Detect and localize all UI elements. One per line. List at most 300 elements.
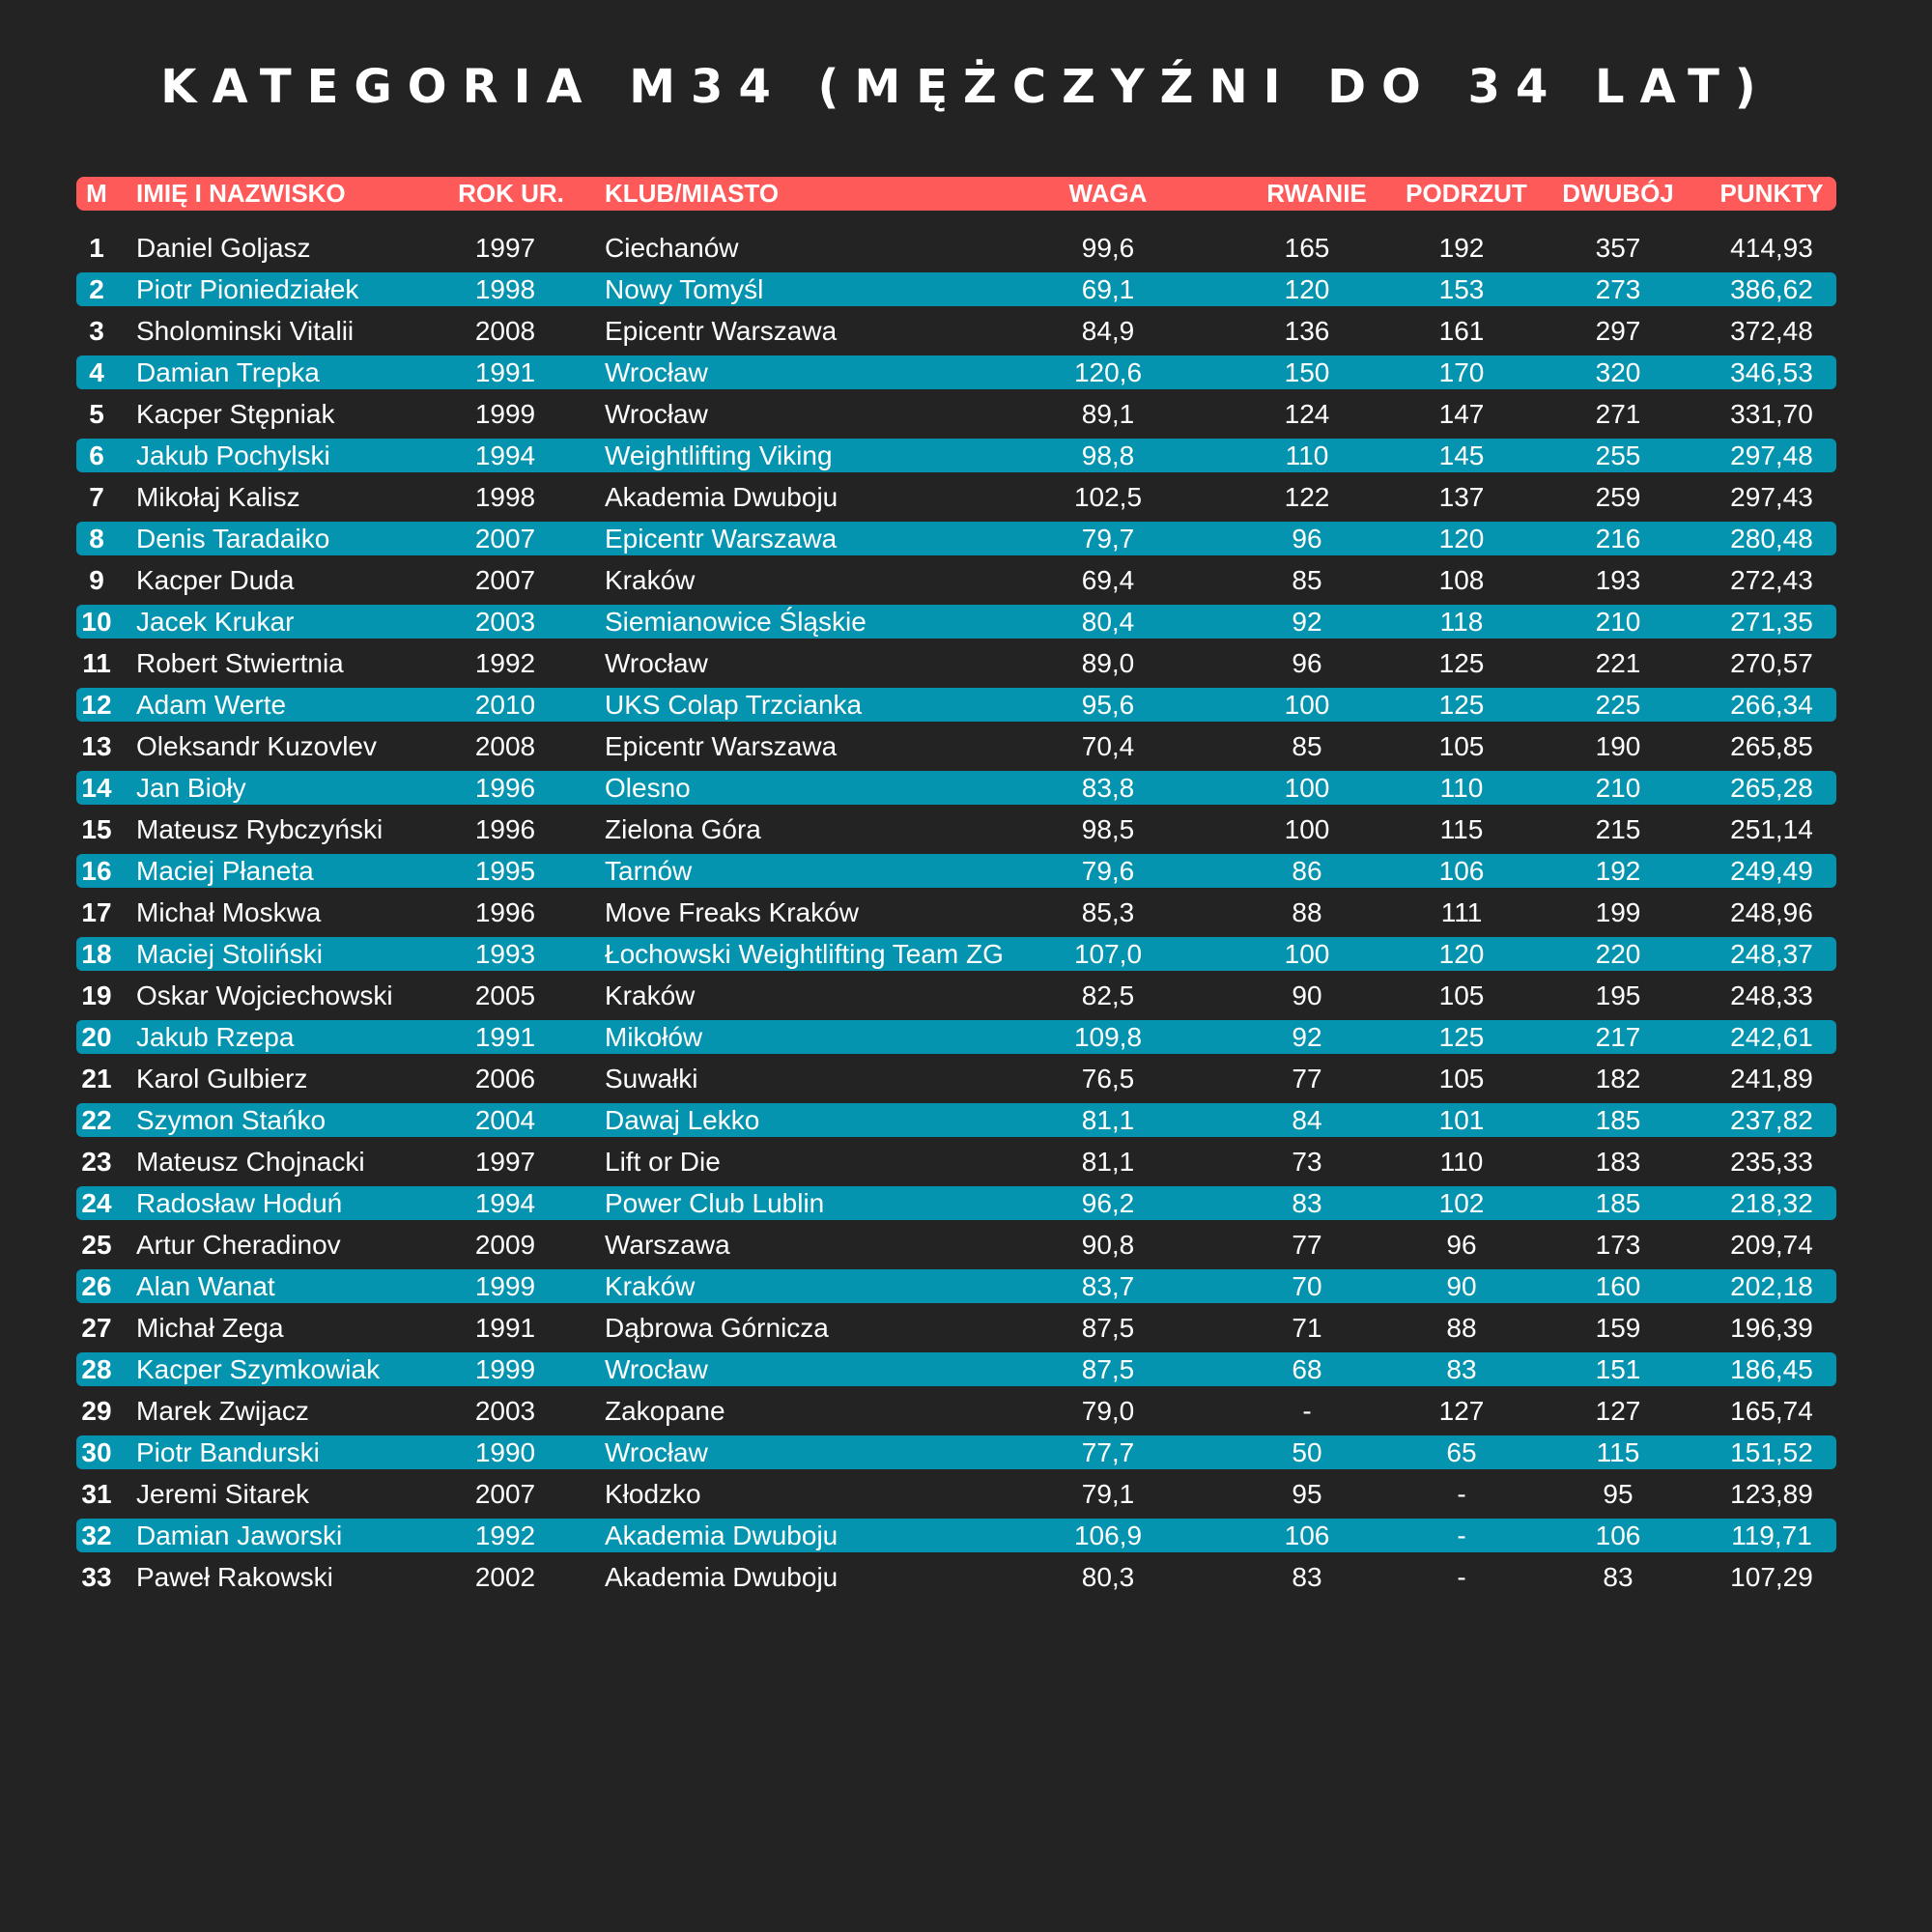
cell-snatch: 73 bbox=[1292, 1147, 1322, 1177]
cell-snatch: 124 bbox=[1284, 399, 1330, 429]
cell-snatch: 83 bbox=[1292, 1188, 1322, 1218]
table-row bbox=[76, 1186, 1836, 1220]
table-row bbox=[76, 979, 1836, 1012]
cell-clean-jerk: - bbox=[1457, 1562, 1466, 1592]
cell-place: 16 bbox=[81, 856, 112, 886]
cell-snatch: 165 bbox=[1284, 233, 1330, 263]
table-row bbox=[76, 397, 1836, 431]
cell-clean-jerk: 110 bbox=[1439, 773, 1484, 803]
cell-points: 241,89 bbox=[1730, 1064, 1813, 1094]
cell-total: 273 bbox=[1595, 274, 1641, 304]
cell-place: 6 bbox=[89, 440, 104, 470]
cell-points: 151,52 bbox=[1730, 1437, 1813, 1467]
cell-name: Paweł Rakowski bbox=[136, 1562, 333, 1592]
cell-clean-jerk: 90 bbox=[1446, 1271, 1477, 1301]
cell-points: 237,82 bbox=[1730, 1105, 1813, 1135]
cell-snatch: 84 bbox=[1292, 1105, 1322, 1135]
cell-club: Weightlifting Viking bbox=[605, 440, 833, 470]
cell-total: 255 bbox=[1595, 440, 1641, 470]
cell-clean-jerk: 65 bbox=[1446, 1437, 1477, 1467]
cell-name: Robert Stwiertnia bbox=[136, 648, 344, 678]
cell-place: 30 bbox=[81, 1437, 112, 1467]
cell-total: 297 bbox=[1595, 316, 1641, 346]
cell-weight: 102,5 bbox=[1073, 482, 1143, 512]
cell-place: 2 bbox=[89, 274, 104, 304]
cell-club: Zakopane bbox=[605, 1396, 725, 1426]
cell-snatch: 68 bbox=[1292, 1354, 1322, 1384]
cell-total: 115 bbox=[1596, 1437, 1640, 1467]
cell-name: Daniel Goljasz bbox=[136, 233, 311, 263]
cell-points: 248,33 bbox=[1730, 980, 1813, 1010]
cell-weight: 79,1 bbox=[1081, 1479, 1135, 1509]
cell-place: 9 bbox=[89, 565, 104, 595]
cell-points: 249,49 bbox=[1730, 856, 1813, 886]
cell-name: Maciej Stoliński bbox=[136, 939, 323, 969]
cell-snatch: 100 bbox=[1284, 939, 1330, 969]
cell-name: Oskar Wojciechowski bbox=[136, 980, 393, 1010]
cell-total: 199 bbox=[1595, 897, 1641, 927]
cell-snatch: 95 bbox=[1292, 1479, 1322, 1509]
table-row bbox=[76, 1435, 1836, 1469]
cell-name: Radosław Hoduń bbox=[136, 1188, 343, 1218]
cell-clean-jerk: 118 bbox=[1439, 607, 1484, 637]
cell-name: Michał Moskwa bbox=[136, 897, 322, 927]
cell-snatch: 90 bbox=[1292, 980, 1322, 1010]
cell-weight: 83,8 bbox=[1081, 773, 1135, 803]
cell-weight: 109,8 bbox=[1073, 1022, 1143, 1052]
cell-year: 1990 bbox=[474, 1437, 536, 1467]
cell-snatch: 77 bbox=[1292, 1230, 1322, 1260]
cell-snatch: 122 bbox=[1284, 482, 1330, 512]
cell-weight: 77,7 bbox=[1081, 1437, 1135, 1467]
cell-place: 17 bbox=[81, 897, 112, 927]
cell-year: 2008 bbox=[474, 731, 536, 761]
cell-points: 119,71 bbox=[1731, 1520, 1812, 1550]
cell-snatch: 96 bbox=[1292, 524, 1322, 554]
table-row bbox=[76, 1269, 1836, 1303]
cell-total: 83 bbox=[1603, 1562, 1634, 1592]
cell-weight: 79,7 bbox=[1081, 524, 1135, 554]
cell-points: 346,53 bbox=[1730, 357, 1813, 387]
table-row bbox=[76, 1228, 1836, 1262]
cell-club: Epicentr Warszawa bbox=[605, 731, 838, 761]
cell-club: Zielona Góra bbox=[605, 814, 761, 844]
cell-place: 12 bbox=[81, 690, 112, 720]
cell-clean-jerk: 127 bbox=[1438, 1396, 1485, 1426]
cell-name: Piotr Bandurski bbox=[136, 1437, 320, 1467]
cell-snatch: 92 bbox=[1292, 1022, 1322, 1052]
cell-weight: 84,9 bbox=[1081, 316, 1135, 346]
cell-weight: 90,8 bbox=[1081, 1230, 1135, 1260]
cell-snatch: 70 bbox=[1292, 1271, 1322, 1301]
cell-total: 357 bbox=[1595, 233, 1641, 263]
cell-clean-jerk: 125 bbox=[1438, 648, 1485, 678]
cell-clean-jerk: 105 bbox=[1438, 731, 1485, 761]
cell-place: 5 bbox=[89, 399, 104, 429]
cell-year: 1992 bbox=[474, 1520, 536, 1550]
cell-clean-jerk: 170 bbox=[1438, 357, 1485, 387]
cell-name: Jakub Pochylski bbox=[136, 440, 330, 470]
cell-weight: 79,6 bbox=[1081, 856, 1135, 886]
cell-weight: 80,4 bbox=[1081, 607, 1135, 637]
cell-snatch: - bbox=[1302, 1396, 1312, 1426]
cell-name: Artur Cheradinov bbox=[136, 1230, 341, 1260]
cell-points: 414,93 bbox=[1730, 233, 1813, 263]
cell-place: 3 bbox=[89, 316, 104, 346]
cell-clean-jerk: 120 bbox=[1438, 939, 1485, 969]
cell-weight: 87,5 bbox=[1081, 1354, 1135, 1384]
cell-clean-jerk: 106 bbox=[1438, 856, 1485, 886]
cell-total: 215 bbox=[1595, 814, 1641, 844]
cell-snatch: 96 bbox=[1292, 648, 1322, 678]
cell-year: 1996 bbox=[474, 773, 536, 803]
cell-year: 2010 bbox=[474, 690, 536, 720]
cell-name: Maciej Płaneta bbox=[136, 856, 314, 886]
cell-snatch: 150 bbox=[1284, 357, 1330, 387]
table-row bbox=[76, 1103, 1836, 1137]
cell-weight: 99,6 bbox=[1081, 233, 1135, 263]
cell-year: 1998 bbox=[474, 482, 536, 512]
cell-place: 33 bbox=[81, 1562, 112, 1592]
cell-year: 1998 bbox=[474, 274, 536, 304]
cell-year: 2009 bbox=[474, 1230, 536, 1260]
cell-points: 165,74 bbox=[1730, 1396, 1813, 1426]
cell-name: Michał Zega bbox=[136, 1313, 284, 1343]
table-row bbox=[76, 605, 1836, 639]
table-row bbox=[76, 1477, 1836, 1511]
table-row bbox=[76, 1519, 1836, 1552]
cell-name: Kacper Duda bbox=[136, 565, 295, 595]
cell-club: Ciechanów bbox=[605, 233, 739, 263]
cell-points: 202,18 bbox=[1730, 1271, 1813, 1301]
page-title: KATEGORIA M34 (MĘŻCZYŹNI DO 34 LAT) bbox=[160, 60, 1772, 114]
table-row bbox=[76, 314, 1836, 348]
cell-points: 386,62 bbox=[1730, 274, 1813, 304]
cell-total: 271 bbox=[1595, 399, 1641, 429]
cell-clean-jerk: 83 bbox=[1446, 1354, 1477, 1384]
cell-place: 8 bbox=[89, 524, 104, 554]
cell-club: Akademia Dwuboju bbox=[605, 1520, 838, 1550]
table-header bbox=[76, 177, 1836, 211]
cell-points: 271,35 bbox=[1730, 607, 1813, 637]
cell-year: 2005 bbox=[474, 980, 536, 1010]
cell-total: 183 bbox=[1595, 1147, 1641, 1177]
cell-snatch: 83 bbox=[1292, 1562, 1322, 1592]
cell-name: Karol Gulbierz bbox=[136, 1064, 308, 1094]
cell-place: 24 bbox=[81, 1188, 112, 1218]
cell-points: 242,61 bbox=[1730, 1022, 1813, 1052]
cell-name: Adam Werte bbox=[136, 690, 287, 720]
table-row bbox=[76, 895, 1836, 929]
cell-snatch: 110 bbox=[1285, 440, 1329, 470]
cell-points: 266,34 bbox=[1730, 690, 1813, 720]
table-row bbox=[76, 563, 1836, 597]
cell-club: Wrocław bbox=[605, 1437, 708, 1467]
cell-weight: 79,0 bbox=[1081, 1396, 1135, 1426]
cell-club: Kraków bbox=[605, 980, 696, 1010]
cell-club: Mikołów bbox=[605, 1022, 703, 1052]
table-row bbox=[76, 1062, 1836, 1095]
cell-total: 160 bbox=[1595, 1271, 1641, 1301]
cell-points: 280,48 bbox=[1730, 524, 1813, 554]
cell-points: 248,96 bbox=[1730, 897, 1813, 927]
cell-name: Damian Jaworski bbox=[136, 1520, 343, 1550]
cell-club: Tarnów bbox=[605, 856, 693, 886]
cell-club: Epicentr Warszawa bbox=[605, 524, 838, 554]
cell-clean-jerk: 111 bbox=[1440, 897, 1483, 927]
cell-place: 25 bbox=[81, 1230, 112, 1260]
cell-snatch: 106 bbox=[1284, 1520, 1330, 1550]
table-row bbox=[76, 522, 1836, 555]
cell-place: 31 bbox=[81, 1479, 112, 1509]
header-snatch: RWANIE bbox=[1266, 179, 1367, 208]
cell-year: 1999 bbox=[474, 1354, 536, 1384]
cell-club: Siemianowice Śląskie bbox=[605, 607, 867, 637]
cell-name: Jan Bioły bbox=[136, 773, 246, 803]
cell-place: 28 bbox=[81, 1354, 112, 1384]
cell-place: 20 bbox=[81, 1022, 112, 1052]
header-year: ROK UR. bbox=[458, 179, 564, 208]
cell-snatch: 120 bbox=[1284, 274, 1330, 304]
header-club: KLUB/MIASTO bbox=[605, 179, 780, 208]
cell-club: Wrocław bbox=[605, 648, 708, 678]
cell-weight: 69,4 bbox=[1081, 565, 1135, 595]
cell-snatch: 71 bbox=[1292, 1313, 1322, 1343]
cell-club: Nowy Tomyśl bbox=[605, 274, 764, 304]
cell-clean-jerk: 88 bbox=[1446, 1313, 1477, 1343]
cell-name: Oleksandr Kuzovlev bbox=[136, 731, 378, 761]
cell-total: 185 bbox=[1595, 1188, 1641, 1218]
cell-weight: 98,5 bbox=[1081, 814, 1135, 844]
cell-weight: 106,9 bbox=[1073, 1520, 1143, 1550]
cell-weight: 81,1 bbox=[1081, 1147, 1135, 1177]
cell-place: 32 bbox=[81, 1520, 112, 1550]
cell-snatch: 86 bbox=[1292, 856, 1322, 886]
cell-name: Sholominski Vitalii bbox=[136, 316, 355, 346]
cell-points: 107,29 bbox=[1730, 1562, 1813, 1592]
table-row bbox=[76, 854, 1836, 888]
cell-club: Power Club Lublin bbox=[605, 1188, 825, 1218]
cell-year: 1999 bbox=[474, 1271, 536, 1301]
cell-club: Akademia Dwuboju bbox=[605, 1562, 838, 1592]
cell-total: 259 bbox=[1595, 482, 1641, 512]
table-row bbox=[76, 812, 1836, 846]
cell-points: 265,28 bbox=[1730, 773, 1813, 803]
table-row bbox=[76, 1020, 1836, 1054]
cell-year: 2007 bbox=[474, 524, 536, 554]
results-table bbox=[76, 177, 1836, 1602]
header-points: PUNKTY bbox=[1719, 179, 1824, 208]
cell-points: 235,33 bbox=[1730, 1147, 1813, 1177]
cell-place: 26 bbox=[81, 1271, 112, 1301]
cell-clean-jerk: - bbox=[1457, 1479, 1466, 1509]
cell-club: Kraków bbox=[605, 565, 696, 595]
cell-club: Olesno bbox=[605, 773, 691, 803]
table-row bbox=[76, 937, 1836, 971]
cell-points: 251,14 bbox=[1730, 814, 1813, 844]
cell-year: 1995 bbox=[474, 856, 536, 886]
cell-weight: 95,6 bbox=[1081, 690, 1135, 720]
cell-points: 372,48 bbox=[1730, 316, 1813, 346]
cell-weight: 89,0 bbox=[1081, 648, 1135, 678]
cell-name: Mateusz Rybczyński bbox=[136, 814, 384, 844]
cell-club: Move Freaks Kraków bbox=[605, 897, 859, 927]
cell-place: 23 bbox=[81, 1147, 112, 1177]
cell-total: 220 bbox=[1595, 939, 1641, 969]
cell-place: 18 bbox=[81, 939, 112, 969]
header-place: M bbox=[86, 179, 107, 208]
cell-year: 1991 bbox=[474, 357, 536, 387]
cell-points: 248,37 bbox=[1730, 939, 1813, 969]
cell-place: 19 bbox=[81, 980, 112, 1010]
cell-weight: 85,3 bbox=[1081, 897, 1135, 927]
cell-total: 173 bbox=[1595, 1230, 1641, 1260]
table-row bbox=[76, 1394, 1836, 1428]
cell-total: 320 bbox=[1595, 357, 1641, 387]
header-clean-jerk: PODRZUT bbox=[1406, 179, 1527, 208]
cell-clean-jerk: 102 bbox=[1438, 1188, 1485, 1218]
cell-name: Damian Trepka bbox=[136, 357, 320, 387]
cell-weight: 80,3 bbox=[1081, 1562, 1135, 1592]
cell-year: 1993 bbox=[474, 939, 536, 969]
cell-total: 151 bbox=[1595, 1354, 1641, 1384]
cell-snatch: 85 bbox=[1292, 731, 1322, 761]
cell-points: 272,43 bbox=[1730, 565, 1813, 595]
cell-points: 297,43 bbox=[1730, 482, 1813, 512]
cell-club: Łochowski Weightlifting Team ZG bbox=[605, 939, 1004, 969]
cell-weight: 76,5 bbox=[1081, 1064, 1135, 1094]
cell-clean-jerk: 125 bbox=[1438, 690, 1485, 720]
cell-place: 11 bbox=[82, 648, 111, 678]
cell-year: 1997 bbox=[474, 1147, 536, 1177]
cell-clean-jerk: 145 bbox=[1438, 440, 1485, 470]
cell-points: 123,89 bbox=[1730, 1479, 1813, 1509]
table-row bbox=[76, 272, 1836, 306]
cell-year: 2007 bbox=[474, 1479, 536, 1509]
cell-total: 210 bbox=[1595, 773, 1641, 803]
cell-points: 297,48 bbox=[1730, 440, 1813, 470]
cell-place: 22 bbox=[81, 1105, 112, 1135]
cell-name: Jakub Rzepa bbox=[136, 1022, 295, 1052]
cell-snatch: 50 bbox=[1292, 1437, 1322, 1467]
cell-clean-jerk: 105 bbox=[1438, 980, 1485, 1010]
cell-year: 2003 bbox=[474, 607, 536, 637]
cell-total: 195 bbox=[1595, 980, 1641, 1010]
cell-clean-jerk: 110 bbox=[1439, 1147, 1484, 1177]
cell-year: 2007 bbox=[474, 565, 536, 595]
cell-weight: 89,1 bbox=[1081, 399, 1135, 429]
cell-club: Warszawa bbox=[605, 1230, 730, 1260]
cell-place: 27 bbox=[81, 1313, 112, 1343]
cell-year: 1999 bbox=[474, 399, 536, 429]
table-row bbox=[76, 1311, 1836, 1345]
cell-name: Mikołaj Kalisz bbox=[136, 482, 300, 512]
cell-snatch: 100 bbox=[1284, 773, 1330, 803]
cell-name: Jeremi Sitarek bbox=[136, 1479, 309, 1509]
table-row bbox=[76, 646, 1836, 680]
cell-club: Dawaj Lekko bbox=[605, 1105, 760, 1135]
cell-year: 1991 bbox=[474, 1022, 536, 1052]
cell-total: 225 bbox=[1595, 690, 1641, 720]
cell-place: 1 bbox=[89, 233, 104, 263]
header-name: IMIĘ I NAZWISKO bbox=[136, 179, 346, 208]
cell-weight: 83,7 bbox=[1081, 1271, 1135, 1301]
cell-total: 221 bbox=[1595, 648, 1641, 678]
cell-place: 14 bbox=[81, 773, 112, 803]
cell-weight: 81,1 bbox=[1081, 1105, 1135, 1135]
table-row bbox=[76, 439, 1836, 472]
cell-place: 21 bbox=[81, 1064, 112, 1094]
table-row bbox=[76, 1145, 1836, 1179]
cell-clean-jerk: 120 bbox=[1438, 524, 1485, 554]
cell-snatch: 136 bbox=[1284, 316, 1330, 346]
cell-place: 10 bbox=[81, 607, 112, 637]
table-row bbox=[76, 1352, 1836, 1386]
cell-points: 265,85 bbox=[1730, 731, 1813, 761]
cell-snatch: 77 bbox=[1292, 1064, 1322, 1094]
cell-place: 4 bbox=[89, 357, 104, 387]
cell-club: Wrocław bbox=[605, 1354, 708, 1384]
cell-clean-jerk: 161 bbox=[1438, 316, 1485, 346]
cell-total: 192 bbox=[1595, 856, 1641, 886]
cell-points: 270,57 bbox=[1730, 648, 1813, 678]
cell-place: 29 bbox=[81, 1396, 112, 1426]
cell-name: Kacper Szymkowiak bbox=[136, 1354, 381, 1384]
cell-clean-jerk: 108 bbox=[1438, 565, 1485, 595]
cell-clean-jerk: 115 bbox=[1439, 814, 1484, 844]
cell-clean-jerk: 125 bbox=[1438, 1022, 1485, 1052]
cell-clean-jerk: 101 bbox=[1438, 1105, 1485, 1135]
cell-weight: 98,8 bbox=[1081, 440, 1135, 470]
table-row bbox=[76, 355, 1836, 389]
cell-name: Alan Wanat bbox=[136, 1271, 275, 1301]
cell-name: Marek Zwijacz bbox=[136, 1396, 309, 1426]
table-body bbox=[76, 231, 1836, 1594]
cell-weight: 69,1 bbox=[1081, 274, 1135, 304]
cell-total: 190 bbox=[1595, 731, 1641, 761]
cell-snatch: 100 bbox=[1284, 814, 1330, 844]
cell-clean-jerk: - bbox=[1457, 1520, 1466, 1550]
cell-total: 159 bbox=[1595, 1313, 1641, 1343]
cell-year: 1991 bbox=[474, 1313, 536, 1343]
cell-year: 1994 bbox=[474, 1188, 536, 1218]
cell-clean-jerk: 153 bbox=[1438, 274, 1485, 304]
cell-year: 1992 bbox=[474, 648, 536, 678]
cell-year: 1994 bbox=[474, 440, 536, 470]
cell-club: Dąbrowa Górnicza bbox=[605, 1313, 829, 1343]
table-row bbox=[76, 480, 1836, 514]
cell-place: 13 bbox=[81, 731, 112, 761]
cell-clean-jerk: 105 bbox=[1438, 1064, 1485, 1094]
cell-club: Wrocław bbox=[605, 357, 708, 387]
cell-name: Piotr Pioniedziałek bbox=[136, 274, 359, 304]
cell-snatch: 100 bbox=[1284, 690, 1330, 720]
cell-year: 1997 bbox=[474, 233, 536, 263]
cell-weight: 107,0 bbox=[1073, 939, 1143, 969]
cell-total: 185 bbox=[1595, 1105, 1641, 1135]
cell-year: 2006 bbox=[474, 1064, 536, 1094]
cell-club: Lift or Die bbox=[605, 1147, 721, 1177]
cell-total: 127 bbox=[1595, 1396, 1641, 1426]
cell-club: Suwałki bbox=[605, 1064, 698, 1094]
cell-club: Kraków bbox=[605, 1271, 696, 1301]
cell-points: 209,74 bbox=[1730, 1230, 1813, 1260]
cell-total: 216 bbox=[1595, 524, 1641, 554]
cell-snatch: 85 bbox=[1292, 565, 1322, 595]
cell-club: Kłodzko bbox=[605, 1479, 701, 1509]
cell-clean-jerk: 147 bbox=[1438, 399, 1485, 429]
table-row bbox=[76, 231, 1836, 265]
